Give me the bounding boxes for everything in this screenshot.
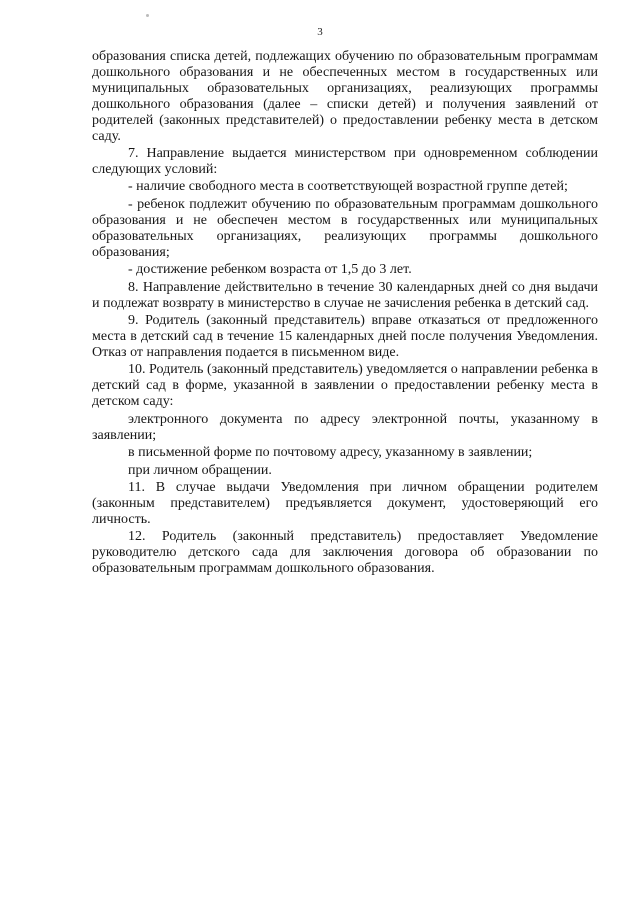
paragraph-7-condition-2: - ребенок подлежит обучению по образовательным программам дошкольного образования и не обеспечен местом в государственных или муниципальных образовательных организациях, реализующих программы дошкольного образования; <box>92 196 598 260</box>
paragraph-12: 12. Родитель (законный представитель) предоставляет Уведомление руководителю детского сада для заключения договора об образовании по образовательным программам дошкольного образования. <box>92 529 598 577</box>
paragraph-7: 7. Направление выдается министерством при одновременном соблюдении следующих условий: <box>92 146 598 177</box>
paragraph-continuation: образования списка детей, подлежащих обучению по образовательным программам дошкольного образования и не обеспеченных местом в государственных или муниципальных образовательных организациях, реализующих программы дошкольного образования (далее – списки детей) и получения заявлений от родителей (законных представителей) о предоставлении ребенку места в детском саду. <box>92 49 598 144</box>
paragraph-7-condition-3: - достижение ребенком возраста от 1,5 до 3 лет. <box>128 262 412 278</box>
paragraph-7-condition-1: - наличие свободного места в соответствующей возрастной группе детей; <box>128 179 568 195</box>
document-body <box>92 49 598 579</box>
paragraph-10: 10. Родитель (законный представитель) уведомляется о направлении ребенка в детский сад в форме, указанной в заявлении о предоставлении ребенку места в детском саду: <box>92 362 598 410</box>
paragraph-8: 8. Направление действительно в течение 30 календарных дней со дня выдачи и подлежат возврату в министерство в случае не зачисления ребенка в детский сад. <box>92 279 598 311</box>
page-number: 3 <box>317 26 323 38</box>
paragraph-10-option-3: при личном обращении. <box>128 462 272 478</box>
paragraph-10-option-1: электронного документа по адресу электронной почты, указанному в заявлении; <box>92 411 598 443</box>
paragraph-9: 9. Родитель (законный представитель) вправе отказаться от предложенного места в детский сад в течение 15 календарных дней после получения Уведомления. Отказ от направления подается в письменном виде. <box>92 313 598 360</box>
paragraph-11: 11. В случае выдачи Уведомления при личном обращении родителем (законным представителем) предъявляется документ, удостоверяющий его личность. <box>92 480 598 527</box>
scan-artifact <box>146 14 149 17</box>
paragraph-10-option-2: в письменной форме по почтовому адресу, указанному в заявлении; <box>128 445 533 461</box>
